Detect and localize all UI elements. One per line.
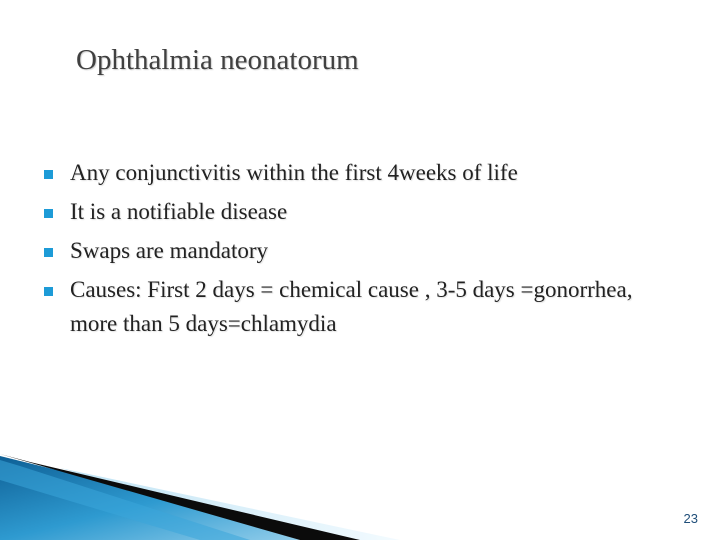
square-bullet-icon <box>44 209 53 218</box>
slide-title: Ophthalmia neonatorum <box>76 44 359 76</box>
bullet-text: Causes: First 2 days = chemical cause , 3-5 days =gonorrhea, more than 5 days=chlamydia <box>70 277 633 336</box>
page-number: 23 <box>683 511 698 526</box>
bullet-list <box>44 156 664 346</box>
bullet-item <box>44 273 664 341</box>
bullet-item <box>44 156 664 190</box>
bullet-text: Any conjunctivitis within the first 4weeks of life <box>70 160 518 185</box>
bullet-text: Swaps are mandatory <box>70 238 268 263</box>
bullet-item <box>44 234 664 268</box>
square-bullet-icon <box>44 248 53 257</box>
bullet-text: It is a notifiable disease <box>70 199 288 224</box>
square-bullet-icon <box>44 287 53 296</box>
square-bullet-icon <box>44 170 53 179</box>
corner-decoration <box>0 440 720 540</box>
bullet-item <box>44 195 664 229</box>
